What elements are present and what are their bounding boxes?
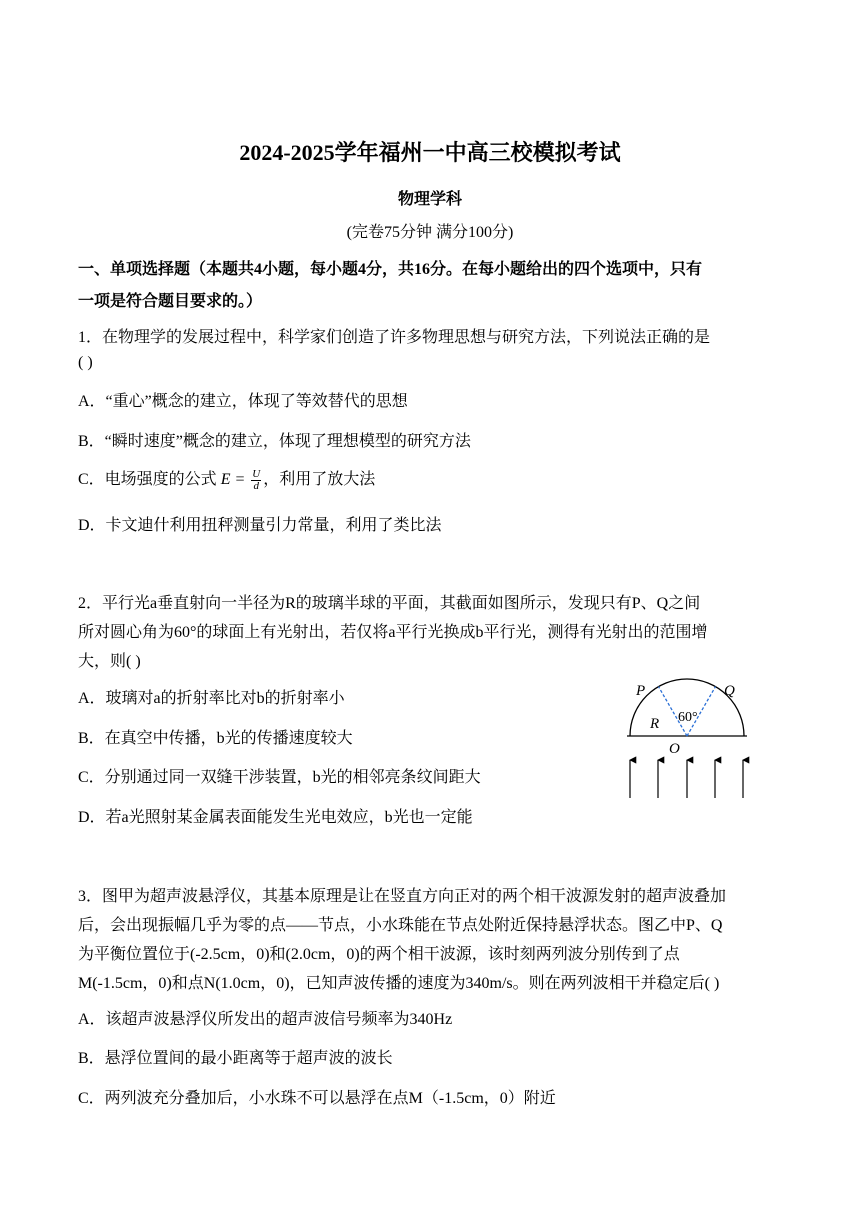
q1-stem-line2: ( ) (78, 354, 93, 371)
q1-option-c-suffix: ，利用了放大法 (263, 471, 376, 488)
q1-option-c (78, 466, 375, 492)
q1-formula-lhs: E = (220, 471, 246, 488)
exam-meta: (完卷75分钟 满分100分) (346, 224, 514, 241)
q2-stem-line1: 2．平行光a垂直射向一半径为R的玻璃半球的平面，其截面如图所示，发现只有P、Q之间 (78, 595, 701, 612)
q2-option-d: D．若a光照射某金属表面能发生光电效应，b光也一定能 (78, 809, 473, 826)
label-o: O (669, 741, 680, 757)
label-angle: 60° (678, 710, 698, 725)
section-heading-line1: 一、单项选择题（本题共4小题，每小题4分，共16分。在每小题给出的四个选项中，只有 (78, 261, 703, 278)
q3-option-b: B．悬浮位置间的最小距离等于超声波的波长 (78, 1050, 393, 1067)
q1-formula-denominator: d (253, 479, 259, 492)
q2-option-b: B．在真空中传播，b光的传播速度较大 (78, 730, 353, 747)
exam-title: 2024-2025学年福州一中高三校模拟考试 (239, 140, 621, 165)
q1-formula-numerator: U (252, 467, 261, 480)
q2-option-c: C．分别通过同一双缝干涉装置，b光的相邻亮条纹间距大 (78, 769, 481, 786)
label-q: Q (724, 683, 735, 699)
q2-option-a: A．玻璃对a的折射率比对b的折射率小 (78, 690, 345, 707)
q1-stem-line1: 1．在物理学的发展过程中，科学家们创造了许多物理思想与研究方法，下列说法正确的是 (78, 329, 711, 346)
hemisphere-diagram (622, 678, 750, 802)
section-heading-line2: 一项是符合题目要求的。） (78, 293, 263, 310)
q1-option-d: D．卡文迪什利用扭秤测量引力常量，利用了类比法 (78, 517, 442, 534)
q3-stem-line3: 为平衡位置位于(-2.5cm，0)和(2.0cm，0)的两个相干波源，该时刻两列波分别传到了点 (78, 946, 680, 963)
q2-stem-line3: 大，则( ) (78, 653, 141, 670)
label-p: P (636, 683, 646, 699)
q3-stem-line1: 3．图甲为超声波悬浮仪，其基本原理是让在竖直方向正对的两个相干波源发射的超声波叠加 (78, 888, 727, 905)
label-r: R (650, 716, 660, 732)
q1-option-b: B．“瞬时速度”概念的建立，体现了理想模型的研究方法 (78, 433, 471, 450)
q1-option-c-prefix: C．电场强度的公式 (78, 471, 217, 488)
q3-stem-line2: 后，会出现振幅几乎为零的点——节点，小水珠能在节点处附近保持悬浮状态。图乙中P、Q (78, 917, 723, 934)
q3-option-c: C．两列波充分叠加后，小水珠不可以悬浮在点M（-1.5cm，0）附近 (78, 1090, 556, 1107)
q1-formula-fraction (251, 469, 261, 492)
q3-option-a: A．该超声波悬浮仪所发出的超声波信号频率为340Hz (78, 1011, 453, 1028)
q1-option-a: A．“重心”概念的建立，体现了等效替代的思想 (78, 393, 408, 410)
q3-stem-line4: M(-1.5cm，0)和点N(1.0cm，0)，已知声波传播的速度为340m/s。则在两列波相干并稳定后( ) (78, 975, 720, 992)
exam-subject: 物理学科 (397, 191, 462, 208)
q2-stem-line2: 所对圆心角为60°的球面上有光射出，若仅将a平行光换成b平行光，测得有光射出的范围增 (78, 624, 708, 641)
hemisphere-figure (622, 678, 750, 802)
